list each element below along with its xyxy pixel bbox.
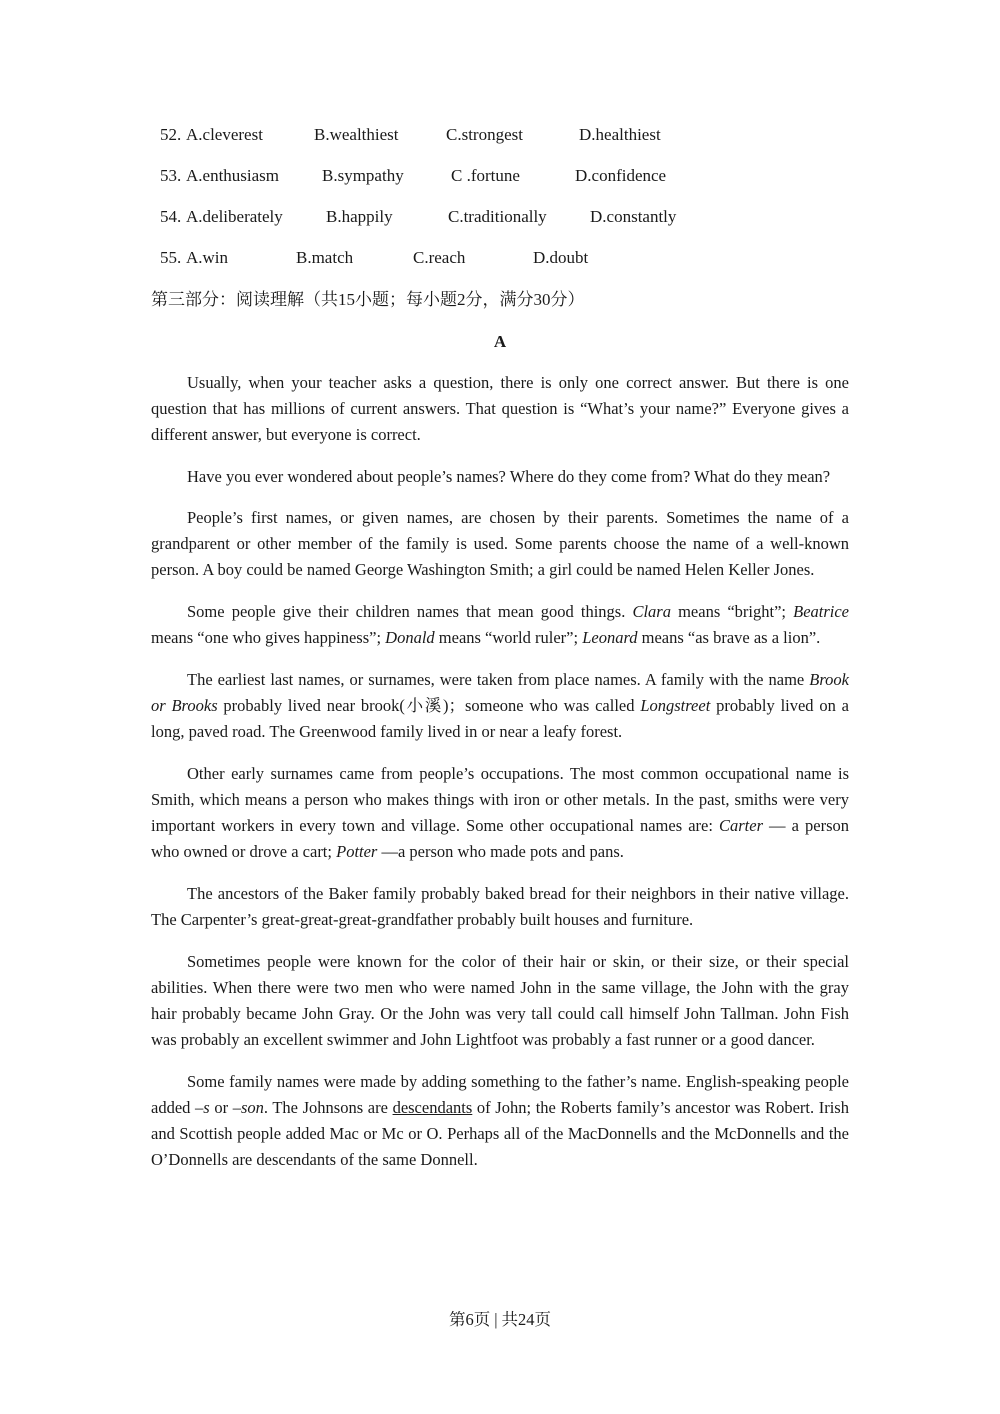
answer-options: [160, 124, 860, 288]
passage-title: A: [493, 332, 507, 351]
option-a: A.win: [186, 248, 229, 267]
text-run: Other early surnames came from people’s occupations. The most common occupational name is Smith, which means a person who makes things with iron or other metals. In the past, smiths were very important workers in every town and village. Some other occupational names are:: [151, 764, 849, 835]
paragraph-6: [151, 761, 849, 865]
italic-name: Carter: [718, 816, 763, 835]
question-number: 54.: [160, 207, 182, 226]
paragraph-7: The ancestors of the Baker family probably baked bread for their neighbors in their native village. The Carpenter’s great-great-great-grandfather probably built houses and furniture.: [151, 884, 849, 929]
text-run: means “bright”;: [670, 602, 794, 621]
option-d: D.doubt: [533, 248, 589, 267]
page-total: 共24页: [501, 1310, 552, 1329]
text-run: The earliest last names, or surnames, were taken from place names. A family with the name: [187, 670, 810, 689]
italic-name: Donald: [385, 628, 435, 647]
option-b: B.match: [296, 248, 354, 267]
text-run: —a person who made pots and pans.: [377, 842, 624, 861]
paragraph-9: [151, 1069, 849, 1173]
question-number: 55.: [160, 248, 182, 267]
option-b: B.sympathy: [322, 166, 404, 185]
italic-name: Longstreet: [640, 696, 711, 715]
option-c: C.traditionally: [448, 207, 547, 226]
option-b: B.happily: [326, 207, 393, 226]
text-run: means “world ruler”;: [434, 628, 583, 647]
option-a: A.enthusiasm: [186, 166, 280, 185]
question-number: 53.: [160, 166, 182, 185]
page-footer: [0, 1309, 1000, 1331]
reading-passage: [151, 370, 849, 1189]
option-c: C.strongest: [446, 125, 523, 144]
text-run: means “as brave as a lion”.: [637, 628, 821, 647]
option-b: B.wealthiest: [314, 125, 399, 144]
question-55-options: [160, 247, 860, 288]
question-53-options: [160, 165, 860, 206]
option-d: D.healthiest: [579, 125, 661, 144]
paragraph-5: [151, 667, 849, 745]
text-run: . The Johnsons are: [263, 1098, 393, 1117]
text-run: Some family names were made by adding something to the father’s name. English-speaking people added: [151, 1072, 849, 1117]
section-heading: 第三部分：阅读理解（共15小题；每小题2分，满分30分）: [151, 290, 585, 309]
option-a: A.deliberately: [186, 207, 283, 226]
paragraph-2: Have you ever wondered about people’s names? Where do they come from? What do they mean?: [187, 467, 831, 486]
text-run: or: [209, 1098, 233, 1117]
option-d: D.constantly: [590, 207, 677, 226]
option-a: A.cleverest: [186, 125, 263, 144]
text-run: probably lived on a long, paved road. The Greenwood family lived in or near a leafy forest.: [151, 696, 850, 741]
paragraph-8: Sometimes people were known for the color of their hair or skin, or their size, or their special abilities. When there were two men who were named John in the same village, the John with the gray hair probably became John Gray. Or the John was very tall could call himself John Tallman. John Fish was probably an excellent swimmer and John Lightfoot was probably a fast runner or a good dancer.: [151, 952, 849, 1049]
text-run: Some people give their children names that mean good things.: [187, 602, 633, 621]
paragraph-1: Usually, when your teacher asks a question, there is only one correct answer. But there is one question that has millions of current answers. That question is “What’s your name?” Everyone gives a different answer, but everyone is correct.: [151, 373, 849, 444]
text-run: means “one who gives happiness”;: [151, 628, 386, 647]
underlined-word: descendants: [392, 1098, 473, 1117]
page-number: 第6页: [448, 1310, 491, 1329]
paragraph-3: People’s first names, or given names, are chosen by their parents. Sometimes the name of a grandparent or other member of the family is used. Some parents choose the name of a well-known person. A boy could be named George Washington Smith; a girl could be named Helen Keller Jones.: [151, 508, 849, 579]
italic-name: Potter: [336, 842, 378, 861]
footer-separator: |: [494, 1310, 498, 1329]
option-c: C .fortune: [451, 166, 520, 185]
question-number: 52.: [160, 125, 182, 144]
paragraph-4: [151, 599, 849, 651]
option-c: C.reach: [413, 248, 466, 267]
italic-suffix: –s: [195, 1098, 210, 1117]
question-54-options: [160, 206, 860, 247]
text-run: of John; the Roberts family’s ancestor was Robert. Irish and Scottish people added Mac or Mc or O. Perhaps all of the MacDonnells and the McDonnells and the O’Donnells are descendants of the same Donnell.: [151, 1098, 849, 1169]
italic-name: Brook or Brooks: [151, 670, 849, 715]
italic-name: Beatrice: [793, 602, 849, 621]
question-52-options: [160, 124, 860, 165]
text-run: — a person who owned or drove a cart;: [151, 816, 849, 861]
option-d: D.confidence: [575, 166, 667, 185]
italic-name: Clara: [632, 602, 671, 621]
italic-suffix: –son: [232, 1098, 264, 1117]
text-run: probably lived near brook(小溪)；someone who was called: [217, 696, 641, 715]
italic-name: Leonard: [582, 628, 638, 647]
